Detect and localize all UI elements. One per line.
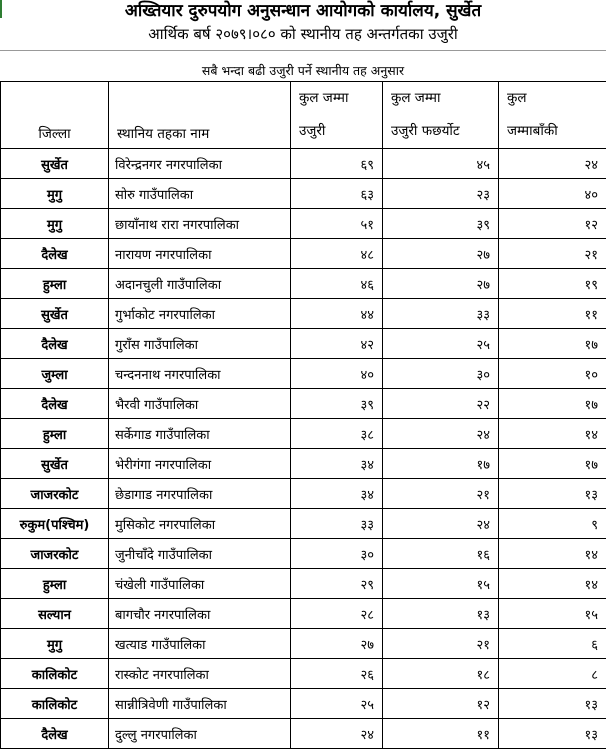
table-row <box>1 329 606 359</box>
pending-complaints-cell: १४ <box>499 419 606 449</box>
local-level-cell: सोरु गाउँपालिका <box>109 179 291 209</box>
pending-complaints-cell: १७ <box>499 389 606 419</box>
pending-complaints-cell: २१ <box>499 239 606 269</box>
complaints-table <box>0 81 606 749</box>
total-complaints-cell: ४४ <box>291 299 383 329</box>
local-level-cell: विरेन्द्रनगर नगरपालिका <box>109 149 291 179</box>
col-total-header <box>291 82 383 149</box>
table-row <box>1 689 606 719</box>
local-level-cell: जुनीचाँदे गाउँपालिका <box>109 539 291 569</box>
table-row <box>1 569 606 599</box>
local-level-cell: सान्नीत्रिवेणी गाउँपालिका <box>109 689 291 719</box>
district-cell: सुर्खेत <box>1 299 109 329</box>
col-total-line2: उजुरी <box>299 123 326 139</box>
total-complaints-cell: ३४ <box>291 449 383 479</box>
pending-complaints-cell: १३ <box>499 479 606 509</box>
table-row <box>1 479 606 509</box>
pending-complaints-cell: ९ <box>499 509 606 539</box>
settled-complaints-cell: ११ <box>383 719 499 749</box>
district-cell: हुम्ला <box>1 569 109 599</box>
total-complaints-cell: ६३ <box>291 179 383 209</box>
district-cell: सल्यान <box>1 599 109 629</box>
local-level-cell: गुराँस गाउँपालिका <box>109 329 291 359</box>
local-level-cell: छायाँनाथ रारा नगरपालिका <box>109 209 291 239</box>
settled-complaints-cell: १२ <box>383 689 499 719</box>
local-level-cell: छेडागाड नगरपालिका <box>109 479 291 509</box>
district-cell: मुगु <box>1 209 109 239</box>
local-level-cell: मुसिकोट नगरपालिका <box>109 509 291 539</box>
col-settled-line2: उजुरी फछर्योट <box>391 123 460 139</box>
table-row <box>1 719 606 749</box>
pending-complaints-cell: १४ <box>499 539 606 569</box>
pending-complaints-cell: १७ <box>499 449 606 479</box>
total-complaints-cell: ३० <box>291 539 383 569</box>
table-row <box>1 509 606 539</box>
pending-complaints-cell: ११ <box>499 299 606 329</box>
settled-complaints-cell: ३३ <box>383 299 499 329</box>
total-complaints-cell: ३८ <box>291 419 383 449</box>
settled-complaints-cell: ३० <box>383 359 499 389</box>
total-complaints-cell: ४६ <box>291 269 383 299</box>
table-header-row <box>1 82 606 149</box>
total-complaints-cell: ३९ <box>291 389 383 419</box>
document-header <box>0 0 606 46</box>
settled-complaints-cell: १३ <box>383 599 499 629</box>
total-complaints-cell: २६ <box>291 659 383 689</box>
total-complaints-cell: २४ <box>291 719 383 749</box>
settled-complaints-cell: २१ <box>383 479 499 509</box>
table-row <box>1 239 606 269</box>
report-subtitle: आर्थिक बर्ष २०७९।०८० को स्थानीय तह अन्तर्गतका उजुरी <box>148 25 458 43</box>
settled-complaints-cell: ४५ <box>383 149 499 179</box>
table-caption: सबै भन्दा बढी उजुरी पर्ने स्थानीय तह अनुसार <box>201 63 405 78</box>
col-district-header: जिल्ला <box>1 82 109 149</box>
district-cell: जुम्ला <box>1 359 109 389</box>
table-row <box>1 299 606 329</box>
settled-complaints-cell: १७ <box>383 449 499 479</box>
table-row <box>1 449 606 479</box>
total-complaints-cell: ४८ <box>291 239 383 269</box>
settled-complaints-cell: २४ <box>383 419 499 449</box>
local-level-cell: चन्दननाथ नगरपालिका <box>109 359 291 389</box>
col-pending-header <box>499 82 606 149</box>
district-cell: सुर्खेत <box>1 149 109 179</box>
pending-complaints-cell: १२ <box>499 209 606 239</box>
col-pending-line1: कुल <box>507 90 527 106</box>
settled-complaints-cell: २७ <box>383 239 499 269</box>
table-row <box>1 149 606 179</box>
total-complaints-cell: २८ <box>291 599 383 629</box>
settled-complaints-cell: २४ <box>383 509 499 539</box>
settled-complaints-cell: २२ <box>383 389 499 419</box>
district-cell: दैलेख <box>1 719 109 749</box>
local-level-cell: भैरवी गाउँपालिका <box>109 389 291 419</box>
total-complaints-cell: ४० <box>291 359 383 389</box>
table-row <box>1 659 606 689</box>
local-level-cell: रास्कोट नगरपालिका <box>109 659 291 689</box>
district-cell: जाजरकोट <box>1 539 109 569</box>
district-cell: कालिकोट <box>1 689 109 719</box>
total-complaints-cell: २५ <box>291 689 383 719</box>
settled-complaints-cell: २५ <box>383 329 499 359</box>
settled-complaints-cell: १६ <box>383 539 499 569</box>
district-cell: कालिकोट <box>1 659 109 689</box>
total-complaints-cell: ३४ <box>291 479 383 509</box>
pending-complaints-cell: १७ <box>499 329 606 359</box>
header-divider <box>0 50 606 51</box>
table-row <box>1 359 606 389</box>
table-row <box>1 599 606 629</box>
district-cell: दैलेख <box>1 329 109 359</box>
col-local-level-header: स्थानिय तहका नाम <box>109 82 291 149</box>
pending-complaints-cell: १० <box>499 359 606 389</box>
table-row <box>1 209 606 239</box>
pending-complaints-cell: १३ <box>499 689 606 719</box>
total-complaints-cell: ४२ <box>291 329 383 359</box>
settled-complaints-cell: १५ <box>383 569 499 599</box>
table-row <box>1 539 606 569</box>
local-level-cell: भेरीगंगा नगरपालिका <box>109 449 291 479</box>
district-cell: रुकुम(पश्चिम) <box>1 509 109 539</box>
local-level-cell: अदानचुली गाउँपालिका <box>109 269 291 299</box>
total-complaints-cell: २९ <box>291 569 383 599</box>
local-level-cell: नारायण नगरपालिका <box>109 239 291 269</box>
total-complaints-cell: ५१ <box>291 209 383 239</box>
table-row <box>1 179 606 209</box>
pending-complaints-cell: १४ <box>499 569 606 599</box>
total-complaints-cell: २७ <box>291 629 383 659</box>
local-level-cell: चंखेली गाउँपालिका <box>109 569 291 599</box>
district-cell: मुगु <box>1 179 109 209</box>
local-level-cell: सर्केगाड गाउँपालिका <box>109 419 291 449</box>
col-total-line1: कुल जम्मा <box>299 90 349 106</box>
settled-complaints-cell: २३ <box>383 179 499 209</box>
total-complaints-cell: ३३ <box>291 509 383 539</box>
table-row <box>1 269 606 299</box>
pending-complaints-cell: ६ <box>499 629 606 659</box>
settled-complaints-cell: १८ <box>383 659 499 689</box>
table-row <box>1 419 606 449</box>
district-cell: सुर्खेत <box>1 449 109 479</box>
settled-complaints-cell: २१ <box>383 629 499 659</box>
local-level-cell: गुर्भाकोट नगरपालिका <box>109 299 291 329</box>
office-title: अख्तियार दुरुपयोग अनुसन्धान आयोगको कार्यालय, सुर्खेत <box>124 1 482 21</box>
pending-complaints-cell: १९ <box>499 269 606 299</box>
pending-complaints-cell: १३ <box>499 719 606 749</box>
local-level-cell: खत्याड गाउँपालिका <box>109 629 291 659</box>
district-cell: मुगु <box>1 629 109 659</box>
pending-complaints-cell: ४० <box>499 179 606 209</box>
table-row <box>1 629 606 659</box>
total-complaints-cell: ६९ <box>291 149 383 179</box>
local-level-cell: दुल्लु नगरपालिका <box>109 719 291 749</box>
district-cell: जाजरकोट <box>1 479 109 509</box>
pending-complaints-cell: १५ <box>499 599 606 629</box>
col-settled-header <box>383 82 499 149</box>
district-cell: हुम्ला <box>1 269 109 299</box>
settled-complaints-cell: २७ <box>383 269 499 299</box>
col-pending-line2: जम्माबाँकी <box>507 123 558 139</box>
district-cell: दैलेख <box>1 239 109 269</box>
district-cell: दैलेख <box>1 389 109 419</box>
pending-complaints-cell: ८ <box>499 659 606 689</box>
local-level-cell: बागचौर नगरपालिका <box>109 599 291 629</box>
settled-complaints-cell: ३९ <box>383 209 499 239</box>
district-cell: हुम्ला <box>1 419 109 449</box>
table-row <box>1 389 606 419</box>
pending-complaints-cell: २४ <box>499 149 606 179</box>
col-settled-line1: कुल जम्मा <box>391 90 441 106</box>
